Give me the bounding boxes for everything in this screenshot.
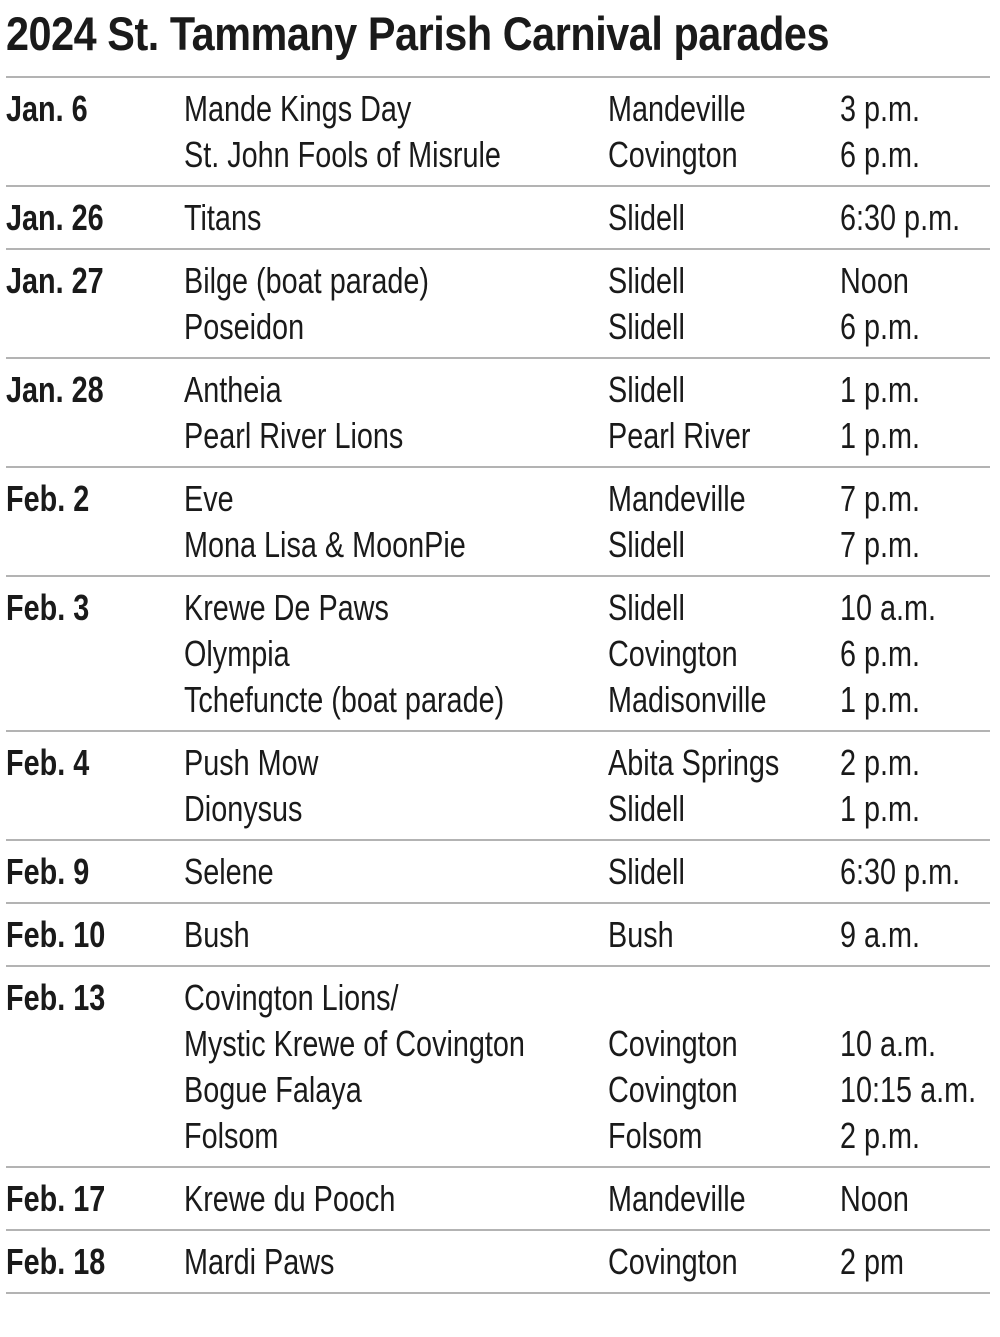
parade-time: 6 p.m. (840, 134, 921, 175)
parade-name: Bush (184, 914, 250, 955)
parade-location: Slidell (608, 788, 685, 829)
parade-time: 1 p.m. (840, 788, 921, 829)
parade-date: Jan. 26 (6, 197, 104, 238)
date-group (6, 76, 990, 185)
parade-name: Covington Lions/ (184, 977, 399, 1018)
parade-row (6, 413, 990, 459)
parade-location: Covington (608, 134, 738, 175)
parade-row (6, 476, 990, 522)
parade-location: Slidell (608, 851, 685, 892)
parade-name: Krewe du Pooch (184, 1178, 396, 1219)
parade-name: Olympia (184, 633, 290, 674)
parade-name: Mystic Krewe of Covington (184, 1023, 525, 1064)
parade-name: Bilge (boat parade) (184, 260, 429, 301)
parade-date: Jan. 27 (6, 260, 104, 301)
parade-location: Covington (608, 633, 738, 674)
parade-time: 10 a.m. (840, 1023, 937, 1064)
parade-time: 9 a.m. (840, 914, 921, 955)
parade-location: Slidell (608, 369, 685, 410)
parade-time: 2 p.m. (840, 1115, 921, 1156)
parade-time: 10 a.m. (840, 587, 937, 628)
parade-name: Krewe De Paws (184, 587, 389, 628)
parade-time: 6 p.m. (840, 306, 921, 347)
date-group (6, 185, 990, 248)
parade-location: Mandeville (608, 1178, 746, 1219)
parade-row (6, 132, 990, 178)
parade-time: 7 p.m. (840, 478, 921, 519)
parade-name: Poseidon (184, 306, 305, 347)
parade-name: Mande Kings Day (184, 88, 412, 129)
parade-row (6, 631, 990, 677)
parade-time: Noon (840, 1178, 909, 1219)
parade-location: Folsom (608, 1115, 703, 1156)
page-title: 2024 St. Tammany Parish Carnival parades (6, 7, 830, 60)
parade-date: Jan. 6 (6, 88, 88, 129)
parade-row (6, 912, 990, 958)
parade-location: Covington (608, 1069, 738, 1110)
parade-location: Madisonville (608, 679, 767, 720)
parade-time: 1 p.m. (840, 679, 921, 720)
parade-time: Noon (840, 260, 909, 301)
parade-row (6, 1113, 990, 1159)
date-group (6, 1166, 990, 1229)
parade-name: Selene (184, 851, 274, 892)
date-group (6, 466, 990, 575)
parade-location: Covington (608, 1023, 738, 1064)
parade-row (6, 849, 990, 895)
parade-date: Feb. 2 (6, 478, 90, 519)
parade-name: St. John Fools of Misrule (184, 134, 501, 175)
parade-location: Slidell (608, 197, 685, 238)
date-group (6, 730, 990, 839)
parade-location: Slidell (608, 260, 685, 301)
parade-row (6, 1021, 990, 1067)
date-group (6, 839, 990, 902)
parade-location: Slidell (608, 524, 685, 565)
date-group (6, 248, 990, 357)
parade-date: Feb. 13 (6, 977, 106, 1018)
parade-time: 6:30 p.m. (840, 851, 961, 892)
parade-time: 2 p.m. (840, 742, 921, 783)
parade-name: Mona Lisa & MoonPie (184, 524, 466, 565)
parade-name: Dionysus (184, 788, 303, 829)
parade-row (6, 1176, 990, 1222)
date-group (6, 965, 990, 1166)
parade-row (6, 1239, 990, 1285)
date-group (6, 1229, 990, 1294)
parade-location: Slidell (608, 587, 685, 628)
parade-date: Feb. 17 (6, 1178, 106, 1219)
parade-row (6, 367, 990, 413)
parade-name: Folsom (184, 1115, 279, 1156)
parade-location: Mandeville (608, 88, 746, 129)
parade-name: Push Mow (184, 742, 319, 783)
parade-row (6, 975, 990, 1021)
parade-date: Feb. 4 (6, 742, 90, 783)
parade-row (6, 677, 990, 723)
date-group (6, 575, 990, 730)
parade-name: Eve (184, 478, 234, 519)
parade-date: Feb. 9 (6, 851, 90, 892)
parade-location: Abita Springs (608, 742, 780, 783)
parade-row (6, 1067, 990, 1113)
parade-location: Mandeville (608, 478, 746, 519)
parade-row (6, 86, 990, 132)
parade-location: Pearl River (608, 415, 751, 456)
parade-row (6, 786, 990, 832)
parade-location: Bush (608, 914, 674, 955)
parade-name: Mardi Paws (184, 1241, 335, 1282)
parade-time: 6 p.m. (840, 633, 921, 674)
date-group (6, 357, 990, 466)
parade-row (6, 195, 990, 241)
parade-time: 1 p.m. (840, 369, 921, 410)
date-group (6, 902, 990, 965)
parade-row (6, 258, 990, 304)
parade-time: 1 p.m. (840, 415, 921, 456)
parade-time: 6:30 p.m. (840, 197, 961, 238)
parade-location: Covington (608, 1241, 738, 1282)
parade-time: 7 p.m. (840, 524, 921, 565)
parade-row (6, 585, 990, 631)
parade-name: Antheia (184, 369, 282, 410)
parade-row (6, 740, 990, 786)
parade-date: Feb. 18 (6, 1241, 106, 1282)
parade-name: Bogue Falaya (184, 1069, 362, 1110)
parade-name: Titans (184, 197, 262, 238)
parade-name: Tchefuncte (boat parade) (184, 679, 505, 720)
parade-time: 2 pm (840, 1241, 905, 1282)
parade-location: Slidell (608, 306, 685, 347)
parade-schedule-table (6, 76, 990, 1294)
parade-date: Feb. 10 (6, 914, 106, 955)
parade-date: Jan. 28 (6, 369, 104, 410)
parade-row (6, 304, 990, 350)
parade-date: Feb. 3 (6, 587, 90, 628)
parade-row (6, 522, 990, 568)
parade-name: Pearl River Lions (184, 415, 404, 456)
parade-time: 10:15 a.m. (840, 1069, 977, 1110)
parade-time: 3 p.m. (840, 88, 921, 129)
